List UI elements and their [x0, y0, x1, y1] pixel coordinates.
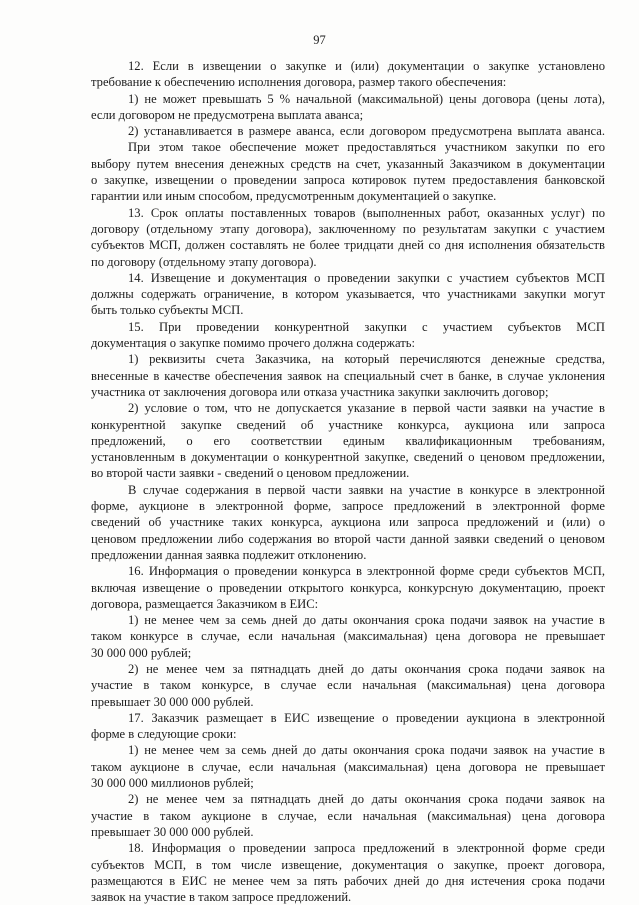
text-line: 14. Извещение и документация о проведении закупки с участием субъектов МСП	[128, 270, 605, 285]
text-line: форме в следующие сроки:	[91, 727, 237, 742]
text-line: В случае содержания в первой части заявки на участие в конкурсе в электронной	[128, 482, 605, 497]
text-line: предложений, о его соответствии единым квалификационным требованиям,	[91, 433, 605, 448]
text-line: выбору путем внесения денежных средств на счет, указанный Заказчиком в документации	[91, 156, 605, 171]
text-line: ценовом предложении либо содержания во второй части данной заявки сведений о ценовом	[91, 531, 605, 546]
text-line: 1) реквизиты счета Заказчика, на который перечисляются денежные средства,	[128, 352, 605, 367]
text-line: во второй части заявки - сведений о ценовом предложении.	[91, 466, 410, 481]
text-line: сведений об участнике таких конкурса, аукциона или запроса предложений и (или) о	[91, 515, 605, 530]
text-line: о закупке, извещении о проведении запроса котировок путем предоставления банковской	[91, 173, 605, 188]
text-line: участие в таком конкурсе, в случае если начальная (максимальная) цена договора	[91, 678, 605, 693]
text-line: включая извещение о проведении открытого конкурса, конкурсную документацию, проект	[91, 580, 605, 595]
text-line: превышает 30 000 000 рублей.	[91, 824, 254, 839]
text-line: быть только субъекты МСП.	[91, 303, 244, 318]
text-line: установленным в документации о конкурентной закупке, сведений о ценовом предложении,	[91, 450, 605, 465]
text-line: 1) не менее чем за семь дней до даты окончания срока подачи заявок на участие в	[128, 613, 605, 628]
text-line: 1) не может превышать 5 % начальной (максимальной) цены договора (цены лота),	[128, 91, 605, 106]
text-line: должны содержать ограничение, в котором указывается, что участниками закупки могут	[91, 287, 605, 302]
text-line: размещаются в ЕИС не менее чем за пять рабочих дней до дня истечения срока подачи	[91, 873, 605, 888]
text-line: 18. Информация о проведении запроса предложений в электронной форме среди	[128, 841, 605, 856]
text-line: договора, размещается Заказчиком в ЕИС:	[91, 596, 319, 611]
text-line: субъектов МСП, в том числе извещение, документация о закупке, проект договора,	[91, 857, 605, 872]
text-line: 2) не менее чем за пятнадцать дней до даты окончания срока подачи заявок на	[128, 661, 605, 676]
text-line: 30 000 000 рублей;	[91, 645, 192, 660]
document-body	[91, 58, 605, 905]
text-line: 30 000 000 миллионов рублей;	[91, 776, 254, 791]
text-line: форме, аукционе в электронной форме, запросе предложений в электронной форме	[91, 499, 605, 514]
text-line: При этом такое обеспечение может предоставляться участником закупки по его	[128, 140, 605, 155]
text-line: 13. Срок оплаты поставленных товаров (выполненных работ, оказанных услуг) по	[128, 205, 605, 220]
text-line: если договором не предусмотрена выплата аванса;	[91, 107, 364, 122]
text-line: документация о закупке помимо прочего должна содержать:	[91, 336, 415, 351]
text-line: гарантии или иным способом, предусмотренным документацией о закупке.	[91, 189, 497, 204]
text-line: участника от заключения договора или отказа участника закупки заключить договор;	[91, 384, 549, 399]
page-number: 97	[313, 33, 326, 47]
text-line: по договору (отдельному этапу договора).	[91, 254, 317, 269]
text-line: 1) не менее чем за семь дней до даты окончания срока подачи заявок на участие в	[128, 743, 605, 758]
text-line: 12. Если в извещении о закупке и (или) документации о закупке установлено	[128, 59, 605, 73]
text-line: 17. Заказчик размещает в ЕИС извещение о проведении аукциона в электронной	[128, 710, 605, 725]
text-line: 2) устанавливается в размере аванса, если договором предусмотрена выплата аванса.	[128, 124, 605, 139]
text-line: внесенные в качестве обеспечения заявок на специальный счет в банке, в случае уклонения	[91, 368, 605, 383]
text-line: превышает 30 000 000 рублей.	[91, 694, 254, 709]
text-line: предложении данная заявка подлежит отклонению.	[91, 547, 367, 562]
text-line: таком аукционе в случае, если начальная (максимальная) цена договора не превышает	[91, 759, 605, 774]
text-line: требование к обеспечению исполнения договора, размер такого обеспечения:	[91, 75, 507, 90]
text-line: договору (отдельному этапу договора), заключенному по результатам закупки с участием	[91, 221, 605, 236]
text-line: заявок на участие в таком запросе предложений.	[91, 890, 352, 905]
text-line: участие в таком аукционе в случае, если начальная (максимальная) цена договора	[91, 808, 605, 823]
text-line: таком конкурсе в случае, если начальная (максимальная) цена договора не превышает	[91, 629, 605, 644]
text-line: 2) не менее чем за пятнадцать дней до даты окончания срока подачи заявок на	[128, 792, 605, 807]
text-line: 16. Информация о проведении конкурса в электронной форме среди субъектов МСП,	[128, 564, 605, 579]
text-line: субъектов МСП, должен составлять не более тридцати дней со дня исполнения обязательств	[91, 238, 605, 253]
text-line: конкурентной закупке сведений об участнике конкурса, аукциона или запроса	[91, 417, 605, 432]
text-line: 2) условие о том, что не допускается указание в первой части заявки на участие в	[128, 401, 605, 416]
text-line: 15. При проведении конкурентной закупки с участием субъектов МСП	[128, 319, 605, 334]
